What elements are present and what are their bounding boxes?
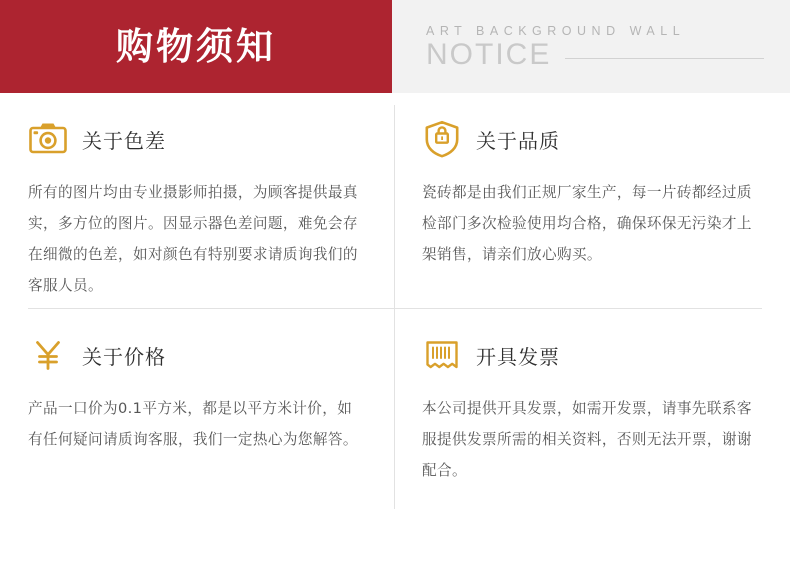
notice-body: 所有的图片均由专业摄影师拍摄，为顾客提供最真实，多方位的图片。因显示器色差问题，难免会存在细微的色差，如对颜色有特别要求请质询我们的客服人员。 [28,184,358,294]
notice-header [422,115,762,163]
header-red-banner [0,0,392,93]
notice-item [422,331,762,486]
notice-title: 开具发票 [476,344,560,369]
invoice-icon [422,335,462,375]
notice-item [422,115,762,270]
header-notice-row [426,37,790,71]
page-header [0,0,790,93]
notice-body: 产品一口价为0.1平方米，都是以平方米计价，如有任何疑问请质询客服，我们一定热心为您解答。 [28,400,358,448]
notice-body: 本公司提供开具发票，如需开发票，请事先联系客服提供发票所需的相关资料，否则无法开票，谢谢配合。 [422,400,752,479]
header-notice-en: NOTICE [426,37,552,71]
header-grey-banner [392,0,790,93]
page-title: 购物须知 [116,25,276,68]
notice-body: 瓷砖都是由我们正规厂家生产，每一片砖都经过质检部门多次检验使用均合格，确保环保无污染才上架销售，请亲们放心购买。 [422,184,752,263]
notice-item [28,331,368,455]
camera-icon [28,119,68,159]
notice-title: 关于品质 [476,128,560,153]
notice-header [28,115,368,163]
notice-title: 关于价格 [82,344,166,369]
notice-header [28,331,368,379]
yen-price-icon [28,335,68,375]
notice-item [28,115,368,301]
notice-grid [0,93,790,521]
vertical-divider [394,105,395,509]
notice-title: 关于色差 [82,128,166,153]
shield-quality-icon [422,119,462,159]
notice-header [422,331,762,379]
header-subtitle-en: ART BACKGROUND WALL [426,23,686,38]
header-divider-line [565,58,764,59]
horizontal-divider [28,308,762,309]
